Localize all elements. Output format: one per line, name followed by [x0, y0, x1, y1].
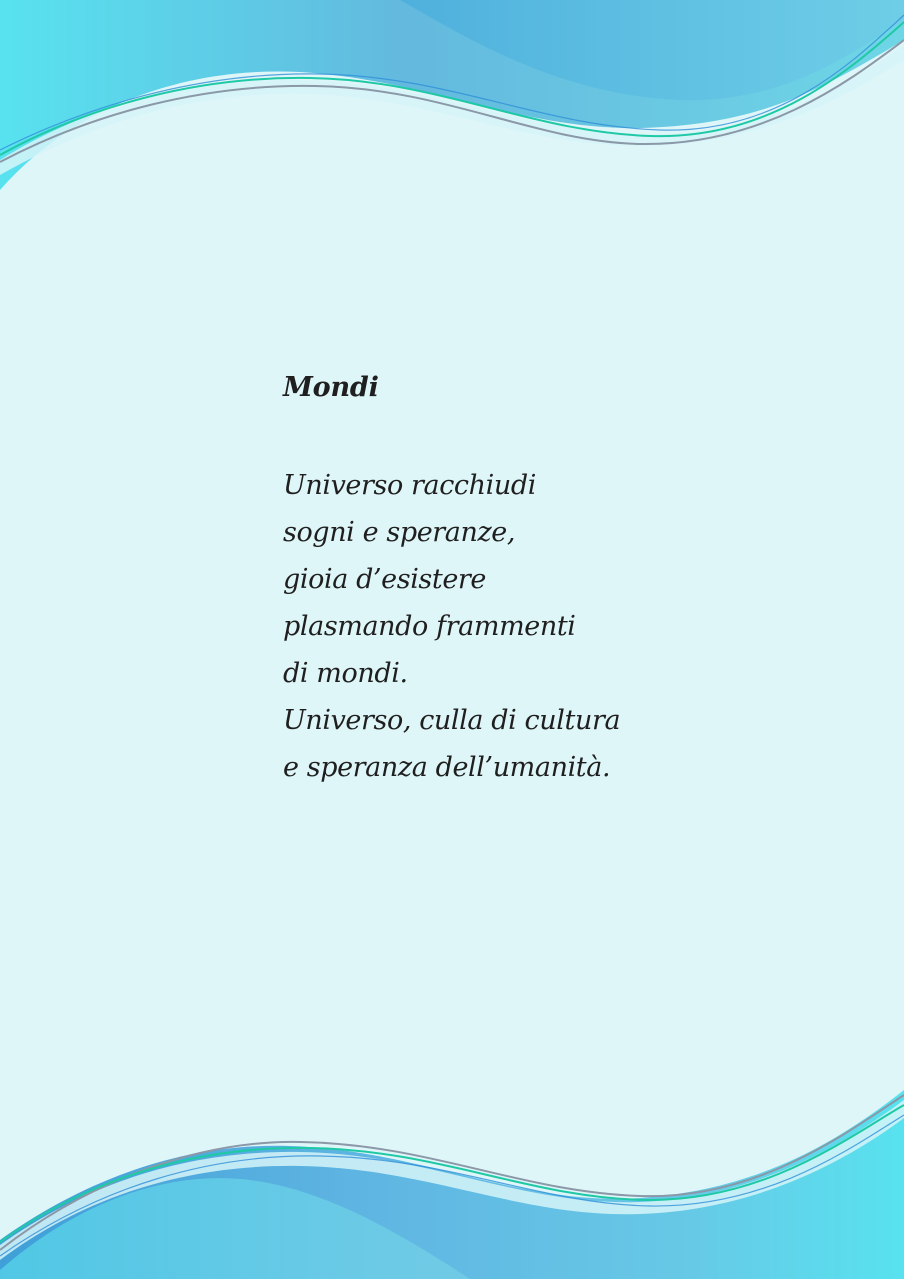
poem-title: Mondi	[283, 372, 379, 403]
poem-line: plasmando frammenti	[283, 611, 576, 642]
poem-line: di mondi.	[283, 658, 408, 689]
poem-line: Universo racchiudi	[283, 470, 536, 501]
poem-body	[283, 462, 843, 791]
poem-line: gioia d’esistere	[283, 564, 486, 595]
bottom-wave-decoration	[0, 1070, 904, 1279]
top-wave-decoration	[0, 0, 904, 210]
poem-line: e speranza dell’umanità.	[283, 752, 611, 783]
poem-line: sogni e speranze,	[283, 517, 516, 548]
poem-line: Universo, culla di cultura	[283, 705, 621, 736]
poem-block	[283, 368, 843, 791]
